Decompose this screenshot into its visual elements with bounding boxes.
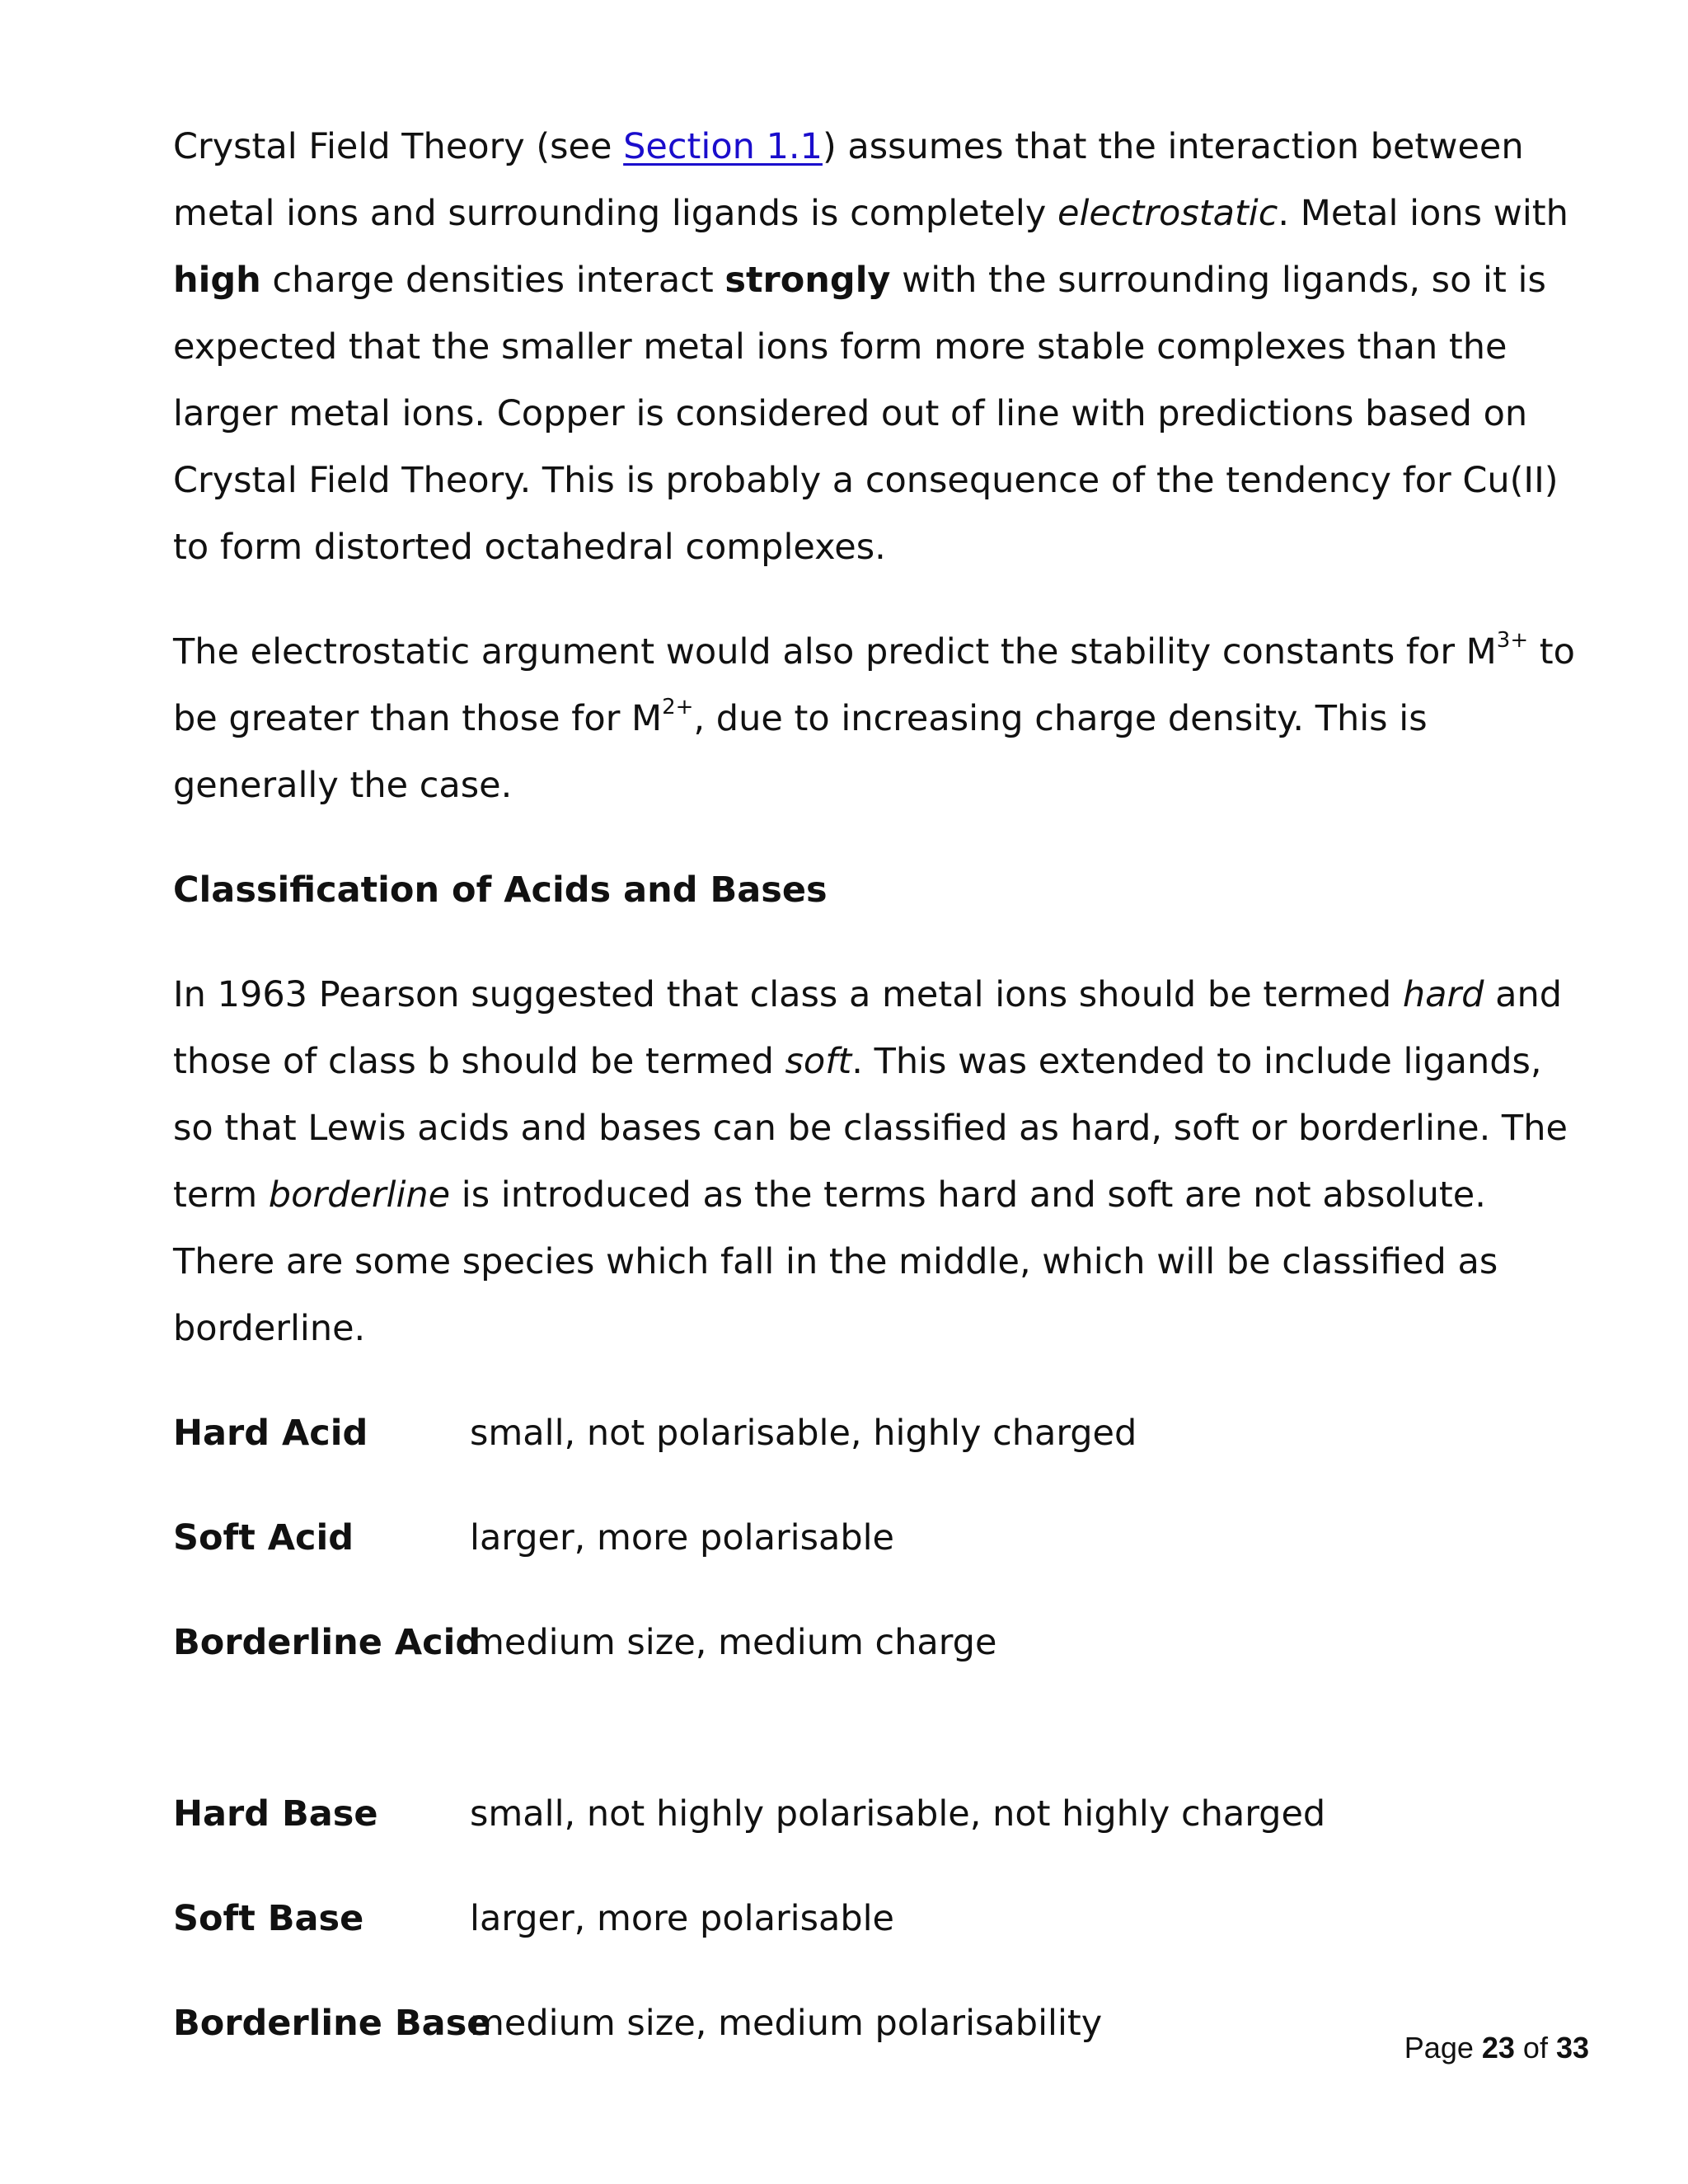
definition-hard-acid <box>173 1400 1591 1467</box>
paragraph-electrostatic-argument <box>173 619 1591 819</box>
emphasis-soft: soft <box>785 1041 852 1082</box>
section-heading: Classification of Acids and Bases <box>173 869 828 911</box>
definition-borderline-base <box>173 1990 1591 2057</box>
text: to be greater than those for M <box>173 631 1575 739</box>
definition-soft-acid <box>173 1505 1591 1572</box>
definition-description: larger, more polarisable <box>470 1898 895 1939</box>
emphasis-electrostatic: electrostatic <box>1057 193 1278 234</box>
definition-term: Soft Base <box>173 1898 364 1939</box>
section-1-1-link[interactable]: Section 1.1 <box>623 126 823 167</box>
definition-description: small, not highly polarisable, not highly charged <box>470 1793 1326 1835</box>
text: . Metal ions with <box>1278 193 1568 234</box>
definition-borderline-acid <box>173 1610 1591 1676</box>
text: Crystal Field Theory (see <box>173 126 624 167</box>
text: . This was extended to include ligands, so that Lewis acids and bases can be classified as hard, soft or borderline. The term <box>173 1041 1568 1216</box>
bold-strongly: strongly <box>724 260 891 301</box>
document-page <box>173 114 1591 2095</box>
emphasis-hard: hard <box>1402 974 1484 1015</box>
text: ) assumes that the interaction between metal ions and surrounding ligands is completely <box>173 126 1524 234</box>
definition-description: larger, more polarisable <box>470 1517 895 1558</box>
definition-term: Borderline Acid <box>173 1622 481 1663</box>
definition-description: medium size, medium polarisability <box>470 2003 1103 2044</box>
text: , due to increasing charge density. This is generally the case. <box>173 698 1428 806</box>
definition-term: Borderline Base <box>173 2003 491 2044</box>
text: charge densities interact <box>260 260 725 301</box>
text: The electrostatic argument would also predict the stability constants for M <box>173 631 1497 673</box>
spacer <box>173 1714 1591 1781</box>
superscript-3-plus: 3+ <box>1496 628 1529 653</box>
emphasis-borderline: borderline <box>268 1174 451 1216</box>
bold-high: high <box>173 260 261 301</box>
paragraph-crystal-field-theory <box>173 114 1591 581</box>
definition-term: Hard Acid <box>173 1413 368 1454</box>
current-page: 23 <box>1481 2031 1515 2064</box>
definition-description: small, not polarisable, highly charged <box>470 1413 1137 1454</box>
definition-soft-base <box>173 1886 1591 1952</box>
page-number <box>1404 2031 1589 2065</box>
total-pages: 33 <box>1555 2031 1589 2064</box>
definition-term: Hard Base <box>173 1793 378 1835</box>
definition-description: medium size, medium charge <box>470 1622 997 1663</box>
page-of: of <box>1514 2031 1556 2064</box>
text: with the surrounding ligands, so it is expected that the smaller metal ions form more stable complexes than the larger metal ions. Copper is considered out of line with predictions based on Crystal Field Theory. This is probably a consequence of the tendency for Cu(II) to form distorted octahedral complexes. <box>173 260 1559 568</box>
text: is introduced as the terms hard and soft are not absolute. There are some species which fall in the middle, which will be classified as borderline. <box>173 1174 1498 1349</box>
page-prefix: Page <box>1404 2031 1482 2064</box>
definition-term: Soft Acid <box>173 1517 354 1558</box>
definition-hard-base <box>173 1781 1591 1848</box>
text: and those of class b should be termed <box>173 974 1563 1082</box>
text: In 1963 Pearson suggested that class a metal ions should be termed <box>173 974 1403 1015</box>
superscript-2-plus: 2+ <box>662 695 694 719</box>
paragraph-pearson <box>173 962 1591 1362</box>
